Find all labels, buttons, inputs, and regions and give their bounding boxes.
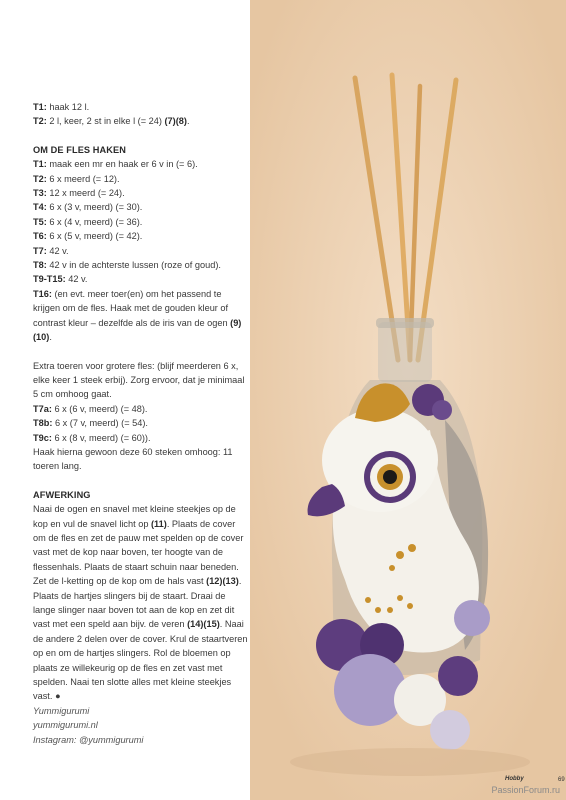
credit-website: yummigurumi.nl <box>33 720 98 731</box>
round-label: T5: <box>33 216 47 227</box>
brand-text: Hobby <box>505 776 524 782</box>
round-text: 6 x (8 v, meerd) (= 60)). <box>51 432 151 443</box>
instruction-row <box>33 431 248 445</box>
extra-rounds-text: Extra toeren voor grotere fles: (blijf meerderen 6 x, elke keer 1 steek erbij). Zorg ervoor, dat je minimaal 5 cm omhoog gaat. <box>33 360 245 400</box>
round-label: T6: <box>33 231 47 242</box>
round-label: T4: <box>33 202 47 213</box>
round-text: 42 v in de achterste lussen (roze of goud). <box>46 260 221 271</box>
instruction-row <box>33 100 248 114</box>
finishing-segment: . Naai de andere 2 delen over de cover. Krul de staartveren op en om de hartjes slingers. Rol de bloemen op plaats ze willekeurig op de fles en zet vast met spelden. Naai ten slotte alles met kleine steekjes vast. ● <box>33 619 248 702</box>
round-label: T8: <box>33 260 47 271</box>
finishing-segment: . Plaats de cover om de fles en zet de pauw met spelden op de cover vast met de kop naar boven, ter hoogte van de flessenhals. Plaats de staart schuin naar beneden. Zet de l-ketting op de kop om de hals vast <box>33 518 244 587</box>
photo-illustration <box>250 0 566 800</box>
round-text: 2 l, keer, 2 st in elke l (= 24) <box>46 116 165 127</box>
instructions-column <box>33 100 248 747</box>
magazine-brand <box>505 776 524 782</box>
instruction-row <box>33 287 248 345</box>
round-tail: . <box>49 332 52 343</box>
round-text: (en evt. meer toer(en) om het passend te krijgen om de fles. Haak met de gouden kleur of contrast kleur – dezelfde als de iris van de ogen <box>33 288 231 328</box>
instruction-row <box>33 172 248 186</box>
round-text: maak een mr en haak er 6 v in (= 6). <box>46 159 198 170</box>
photo-reference: (7)(8) <box>164 116 187 127</box>
credit-instagram: Instagram: @yummigurumi <box>33 734 144 745</box>
round-text: 6 x meerd (= 12). <box>46 173 120 184</box>
round-tail: . <box>186 116 190 127</box>
round-label: T9c: <box>33 432 52 443</box>
finishing-segment: . Plaats de hartjes slingers bij de staart. Draai de lange slinger naar boven tot aan de kop en zet dit vast met een speld aan bijv. de veren <box>33 576 242 630</box>
round-text: 6 x (6 v, meerd) (= 48). <box>51 403 148 414</box>
intro-rows <box>33 100 248 129</box>
round-text: 6 x (4 v, meerd) (= 36). <box>46 216 143 227</box>
round-text: 42 v. <box>65 274 88 285</box>
round-text: 12 x meerd (= 24). <box>46 188 125 199</box>
round-label: T1: <box>33 159 47 170</box>
watermark: PassionForum.ru <box>491 785 560 795</box>
finishing-text <box>33 502 248 704</box>
round-label: T1: <box>33 102 47 112</box>
round-text: 6 x (5 v, meerd) (= 42). <box>46 231 143 242</box>
photo-reference: (12)(13) <box>206 576 239 587</box>
round-label: T9-T15: <box>33 274 66 285</box>
instruction-row <box>33 272 248 286</box>
instruction-row <box>33 416 248 430</box>
round-label: T7: <box>33 245 47 256</box>
round-text: haak 12 l. <box>46 102 90 112</box>
instruction-row <box>33 229 248 243</box>
round-text: 6 x (7 v, meerd) (= 54). <box>52 418 148 429</box>
photo-reference: (14)(15) <box>187 619 220 630</box>
instruction-row <box>33 258 248 272</box>
extra-outro: Haak hierna gewoon deze 60 steken omhoog: 11 toeren lang. <box>33 446 233 472</box>
peacock-bottle-photo <box>250 0 566 800</box>
bottle-neck <box>378 322 432 382</box>
instruction-row <box>33 186 248 200</box>
instruction-row <box>33 157 248 171</box>
round-text: 6 x (3 v, meerd) (= 30). <box>46 202 143 213</box>
round-label: T8b: <box>33 418 53 429</box>
credit-name: Yummigurumi <box>33 705 90 716</box>
round-label: T3: <box>33 188 47 199</box>
instruction-row <box>33 114 248 128</box>
photo-reference: (11) <box>150 518 167 529</box>
round-label: T2: <box>33 116 47 127</box>
round-label: T2: <box>33 173 47 184</box>
instruction-row <box>33 200 248 214</box>
instruction-row <box>33 215 248 229</box>
round-label: T7a: <box>33 403 52 414</box>
round-text: 42 v. <box>46 245 69 256</box>
instruction-row <box>33 402 248 416</box>
round-label: T16: <box>33 288 52 299</box>
bottle-rows <box>33 157 248 344</box>
finishing-segment: Naai de ogen en snavel met kleine steekjes op de kop en vul de snavel licht op <box>33 504 236 529</box>
photo-reference: (9)(10) <box>33 317 242 343</box>
instruction-row <box>33 244 248 258</box>
section-heading-bottle: OM DE FLES HAKEN <box>33 144 126 155</box>
page-number: 69 <box>558 777 565 783</box>
section-heading-finishing: AFWERKING <box>33 489 91 500</box>
extra-rows <box>33 402 248 445</box>
